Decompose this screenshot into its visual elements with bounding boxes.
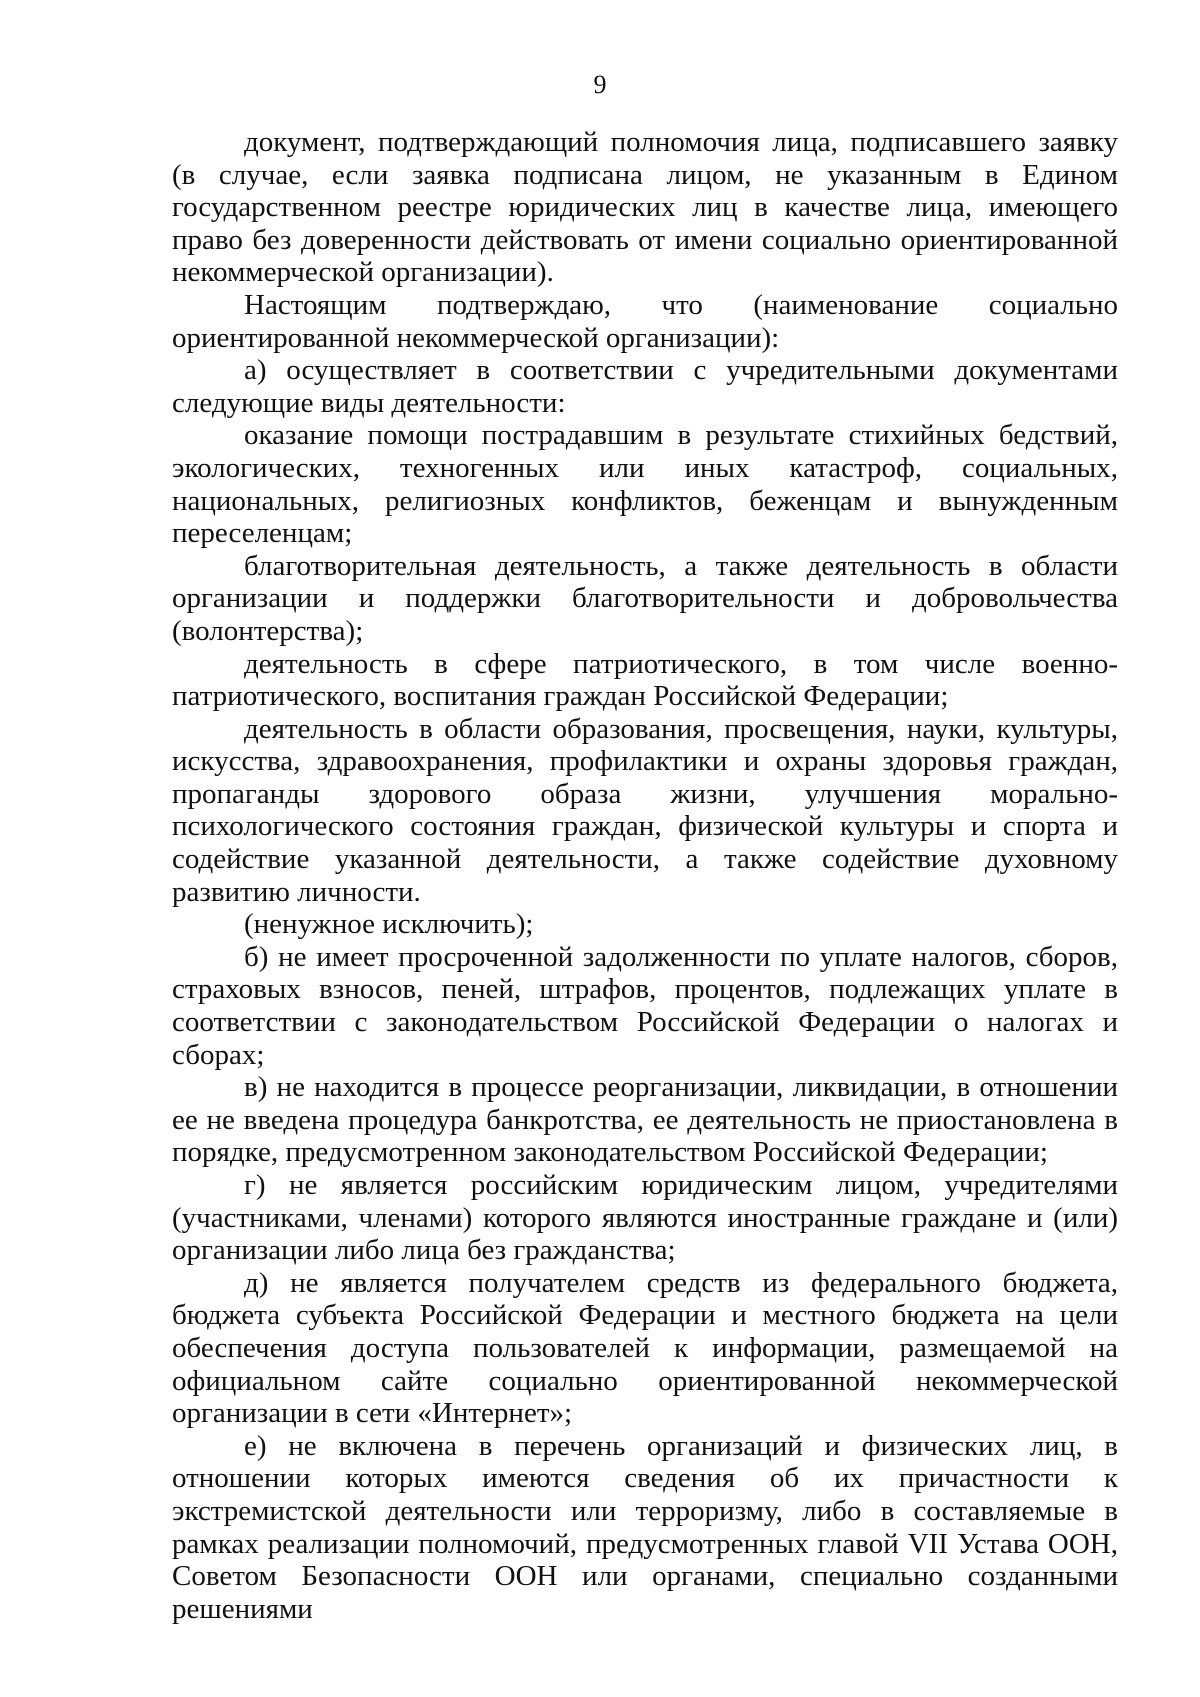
paragraph-item-v: в) не находится в процессе реорганизации, ликвидации, в отношении ее не введена процедура банкротства, ее деятельность не приостановлена в порядке, предусмотренном законодательством Российской Федерации;: [172, 1071, 1118, 1169]
page-number: 9: [593, 70, 607, 99]
paragraph-strike-note: (ненужное исключить);: [244, 908, 534, 941]
paragraph-item-d: д) не является получателем средств из федерального бюджета, бюджета субъекта Российской Федерации и местного бюджета на цели обеспечения доступа пользователей к информации, размещаемой на официальном сайте социально ориентированной некоммерческой организации в сети «Интернет»;: [172, 1266, 1118, 1430]
paragraph-item-e: е) не включена в перечень организаций и физических лиц, в отношении которых имеются сведения об их причастности к экстремистской деятельности или терроризму, либо в составляемые в рамках реализации полномочий, предусмотренных главой VII Устава ООН, Советом Безопасности ООН или органами, специально созданными решениями: [172, 1429, 1118, 1625]
paragraph-activity-charity: благотворительная деятельность, а также деятельность в области организации и поддержки благотворительности и добровольчества (волонтерства);: [172, 549, 1118, 647]
paragraph-activity-patriotic: деятельность в сфере патриотического, в том числе военно-патриотического, воспитания граждан Российской Федерации;: [172, 647, 1118, 713]
document-body: [172, 126, 1118, 1625]
paragraph-activity-disaster-help: оказание помощи пострадавшим в результате стихийных бедствий, экологических, техногенных или иных катастроф, социальных, национальных, религиозных конфликтов, беженцам и вынужденным переселенцам;: [172, 419, 1118, 550]
paragraph-confirmation-intro: Настоящим подтверждаю, что (наименование социально ориентированной некоммерческой организации):: [172, 288, 1118, 354]
paragraph-item-b: б) не имеет просроченной задолженности по уплате налогов, сборов, страховых взносов, пеней, штрафов, процентов, подлежащих уплате в соответствии с законодательством Российской Федерации о налогах и сборах;: [172, 940, 1118, 1071]
paragraph-power-of-attorney-document: документ, подтверждающий полномочия лица, подписавшего заявку (в случае, если заявка подписана лицом, не указанным в Едином государственном реестре юридических лиц в качестве лица, имеющего право без доверенности действовать от имени социально ориентированной некоммерческой организации).: [172, 126, 1118, 289]
paragraph-item-a: а) осуществляет в соответствии с учредительными документами следующие виды деятельности:: [172, 354, 1118, 419]
paragraph-item-g: г) не является российским юридическим лицом, учредителями (участниками, членами) которого являются иностранные граждане и (или) организации либо лица без гражданства;: [172, 1169, 1118, 1267]
paragraph-activity-education-culture: деятельность в области образования, просвещения, науки, культуры, искусства, здравоохранения, профилактики и охраны здоровья граждан, пропаганды здорового образа жизни, улучшения морально-психологического состояния граждан, физической культуры и спорта и содействие указанной деятельности, а также содействие духовному развитию личности.: [172, 712, 1118, 908]
